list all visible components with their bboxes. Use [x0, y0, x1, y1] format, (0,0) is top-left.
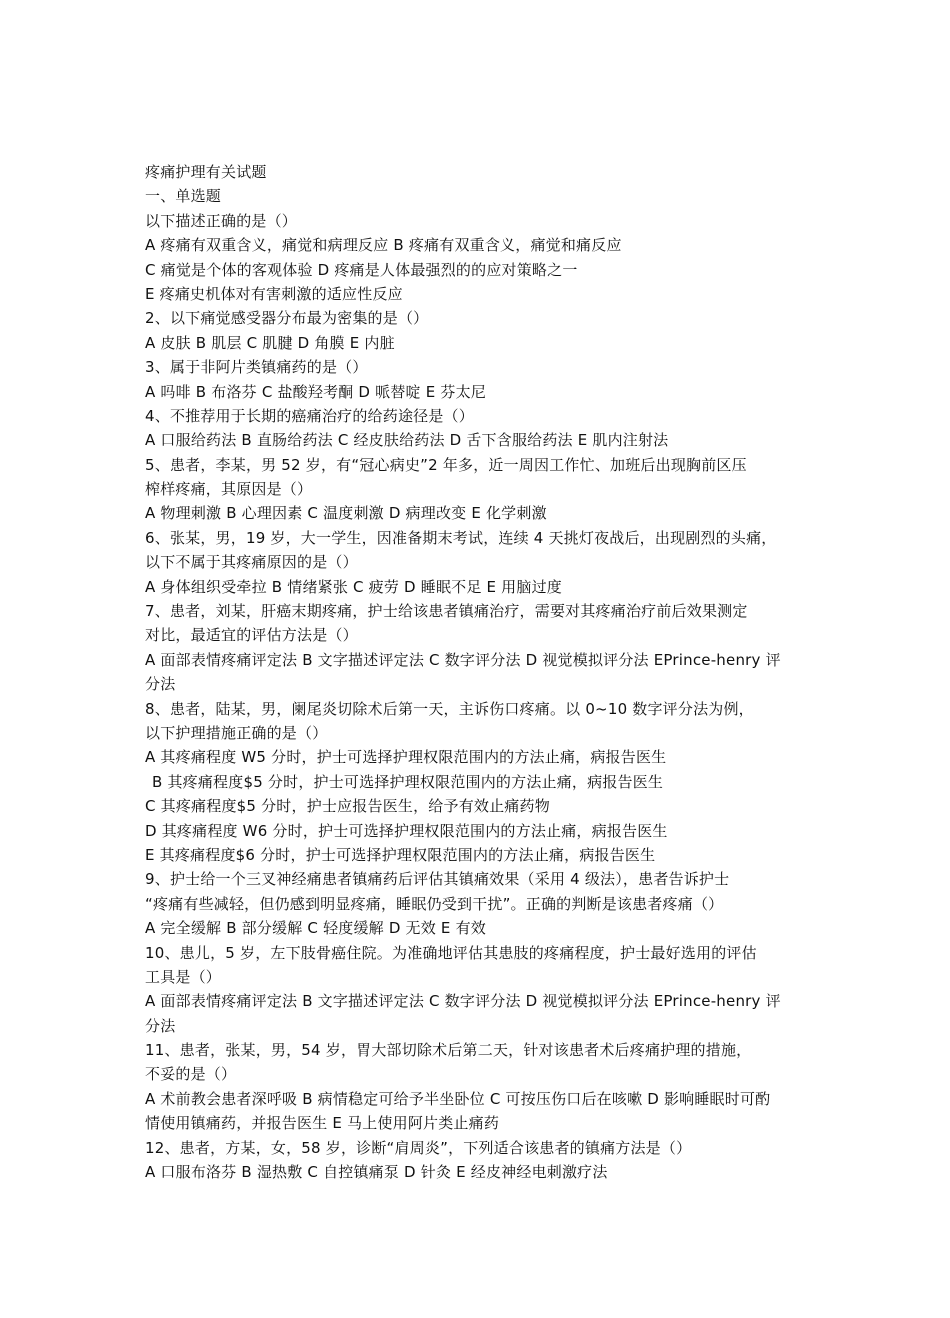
document-line: 工具是（） [145, 967, 222, 986]
document-line: E 疼痛史机体对有害刺激的适应性反应 [145, 284, 403, 303]
document-line: C 痛觉是个体的客观体验 D 疼痛是人体最强烈的的应对策略之一 [145, 260, 578, 279]
document-line: 12、患者，方某，女，58 岁，诊断“肩周炎”，下列适合该患者的镇痛方法是（） [145, 1138, 692, 1157]
document-line: 以下描述正确的是（） [145, 211, 298, 230]
document-line: 4、不推荐用于长期的癌痛治疗的给药途径是（） [145, 406, 474, 425]
document-line: A 完全缓解 B 部分缓解 C 轻度缓解 D 无效 E 有效 [145, 919, 486, 938]
document-line: 6、张某，男，19 岁，大一学生，因准备期末考试，连续 4 天挑灯夜战后，出现剧烈的头痛， [145, 528, 777, 547]
document-line: 11、患者，张某，男，54 岁，胃大部切除术后第二天，针对该患者术后疼痛护理的措施， [145, 1041, 752, 1060]
document-line: 5、患者，李某，男 52 岁，有“冠心病史”2 年多，近一周因工作忙、加班后出现胸前区压 [145, 455, 747, 474]
document-line: A 疼痛有双重含义，痛觉和病理反应 B 疼痛有双重含义，痛觉和痛反应 [145, 236, 622, 255]
document-line: A 面部表情疼痛评定法 B 文字描述评定法 C 数字评分法 D 视觉模拟评分法 EPrince-henry 评 [145, 992, 781, 1011]
document-line: 7、患者，刘某，肝癌末期疼痛，护士给该患者镇痛治疗，需要对其疼痛治疗前后效果测定 [145, 602, 748, 621]
document-line: A 其疼痛程度 W5 分时，护士可选择护理权限范围内的方法止痛，病报告医生 [145, 748, 667, 767]
document-line: A 口服布洛芬 B 湿热敷 C 自控镇痛泵 D 针灸 E 经皮神经电刺激疗法 [145, 1163, 608, 1182]
document-line: 情使用镇痛药，并报告医生 E 马上使用阿片类止痛药 [145, 1114, 500, 1133]
document-line: 分法 [145, 675, 176, 694]
document-line: 榨样疼痛，其原因是（） [145, 480, 313, 499]
document-line: A 面部表情疼痛评定法 B 文字描述评定法 C 数字评分法 D 视觉模拟评分法 EPrince-henry 评 [145, 650, 781, 669]
document-line: 2、以下痛觉感受器分布最为密集的是（） [145, 309, 429, 328]
document-line: A 吗啡 B 布洛芬 C 盐酸羟考酮 D 哌替啶 E 芬太尼 [145, 382, 486, 401]
document-page [145, 160, 820, 1184]
document-line: A 皮肤 B 肌层 C 肌腱 D 角膜 E 内脏 [145, 333, 395, 352]
document-line: 不妥的是（） [145, 1065, 237, 1084]
document-line: 8、患者，陆某，男，阑尾炎切除术后第一天，主诉伤口疼痛。以 0~10 数字评分法为例， [145, 699, 754, 718]
document-line: C 其疼痛程度$5 分时，护士应报告医生，给予有效止痛药物 [145, 797, 550, 816]
document-line: 10、患儿，5 岁，左下肢骨癌住院。为准确地评估其患肢的疼痛程度，护士最好选用的评估 [145, 943, 757, 962]
document-line: 分法 [145, 1016, 176, 1035]
document-line: 以下护理措施正确的是（） [145, 723, 328, 742]
document-line: 对比，最适宜的评估方法是（） [145, 626, 358, 645]
document-line: A 物理刺激 B 心理因素 C 温度刺激 D 病理改变 E 化学刺激 [145, 504, 547, 523]
section-heading: 一、单选题 [145, 187, 222, 206]
document-line: 以下不属于其疼痛原因的是（） [145, 553, 358, 572]
document-line: A 术前教会患者深呼吸 B 病情稳定可给予半坐卧位 C 可按压伤口后在咳嗽 D 影响睡眠时可酌 [145, 1089, 771, 1108]
document-line: “疼痛有些减轻，但仍感到明显疼痛，睡眠仍受到干扰”。正确的判断是该患者疼痛（） [145, 894, 724, 913]
document-line: A 身体组织受牵拉 B 情绪紧张 C 疲劳 D 睡眠不足 E 用脑过度 [145, 577, 562, 596]
document-title: 疼痛护理有关试题 [145, 163, 267, 181]
document-line: B 其疼痛程度$5 分时，护士可选择护理权限范围内的方法止痛，病报告医生 [152, 772, 664, 791]
document-line: A 口服给药法 B 直肠给药法 C 经皮肤给药法 D 舌下含服给药法 E 肌内注射法 [145, 431, 669, 450]
document-line: E 其疼痛程度$6 分时，护士可选择护理权限范围内的方法止痛，病报告医生 [145, 845, 656, 864]
document-body [145, 209, 820, 1185]
document-line: D 其疼痛程度 W6 分时，护士可选择护理权限范围内的方法止痛，病报告医生 [145, 821, 668, 840]
document-line: 3、属于非阿片类镇痛药的是（） [145, 358, 368, 377]
document-line: 9、护士给一个三叉神经痛患者镇痛药后评估其镇痛效果（采用 4 级法），患者告诉护士 [145, 870, 730, 889]
